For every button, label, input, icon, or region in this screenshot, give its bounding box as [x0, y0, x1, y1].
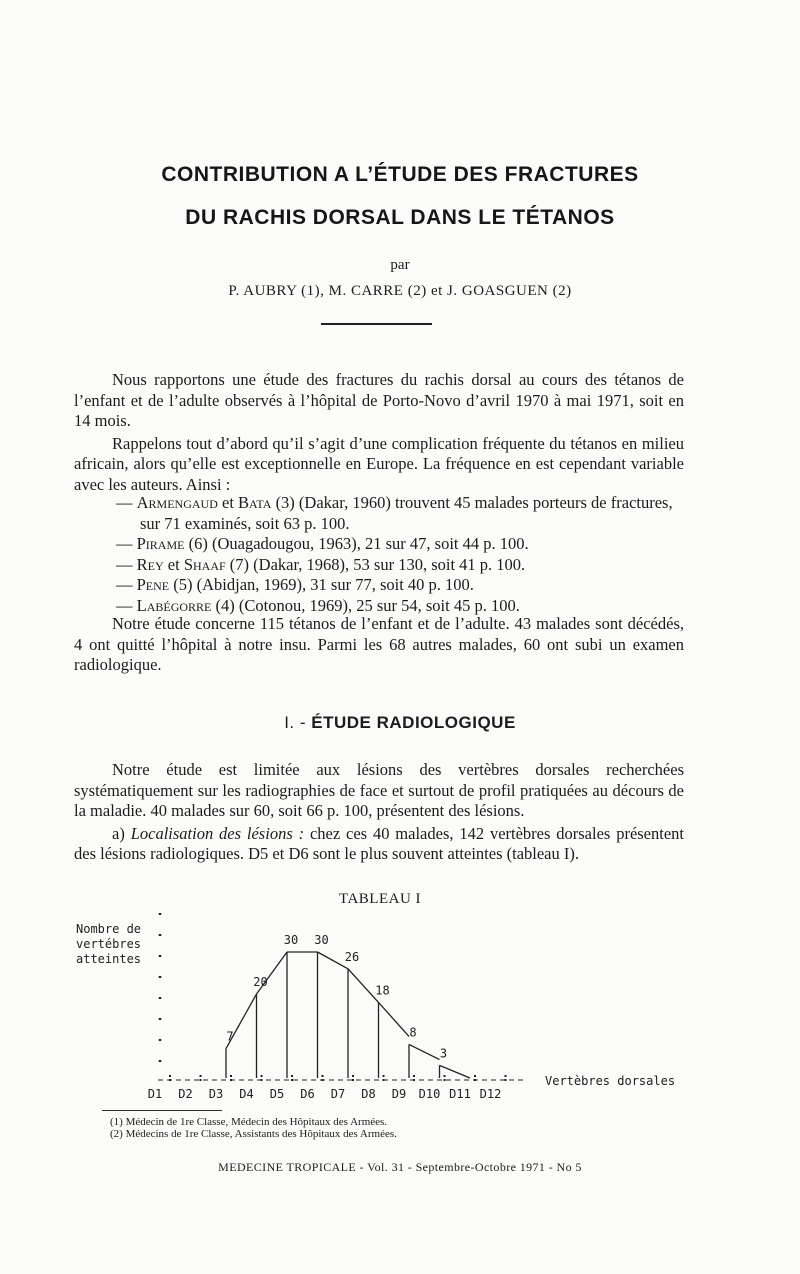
data-label: 3: [439, 1046, 448, 1061]
x-axis-label: Vertèbres dorsales: [545, 1074, 676, 1088]
data-label: 8: [409, 1025, 417, 1040]
y-axis-label-line: atteintes: [76, 952, 142, 966]
x-tick-label: D2: [178, 1087, 193, 1101]
footnote-1: (1) Médecin de 1re Classe, Médecin des Hôpitaux des Armées.: [110, 1116, 388, 1128]
x-tick-label: D7: [330, 1087, 346, 1101]
section-paragraph-2: a) Localisation des lésions : chez ces 40 malades, 142 vertèbres dorsales présentent des lésions radiologiques. D5 et D6 sont le plus souvent atteintes (tableau I).: [74, 823, 684, 863]
article-title-line-1: CONTRIBUTION A L’ÉTUDE DES FRACTURES: [161, 163, 639, 186]
y-axis-label-line: Nombre de: [76, 922, 142, 936]
x-tick-label: D10: [418, 1087, 441, 1101]
study-paragraph: Notre étude concerne 115 tétanos de l’enfant et de l’adulte. 43 malades sont décédés, 4 ont quitté l’hôpital à notre insu. Parmi les 68 autres malades, 60 ont subi un examen radiologique.: [74, 614, 684, 674]
reference-list: [116, 493, 684, 616]
table-title: TABLEAU I: [339, 891, 422, 907]
byline-par: par: [390, 257, 410, 273]
value-slope: [318, 952, 349, 969]
section-heading: [0, 713, 800, 733]
section-paragraph-1: Notre étude est limitée aux lésions des vertèbres dorsales recherchées systématiquement sur les radiographies de face et surtout de profil pratiquées au décours de la maladie. 40 malades sur 60, soit 66 p. 100, présentent des lésions.: [74, 760, 684, 820]
reference-item: — Pene (5) (Abidjan, 1969), 31 sur 77, soit 40 p. 100.: [116, 575, 474, 594]
data-label: 20: [253, 975, 268, 989]
section-number: I. -: [284, 713, 307, 732]
data-label: 30: [283, 933, 299, 947]
title-divider: [321, 323, 432, 325]
data-label: 7: [226, 1029, 234, 1044]
intro-paragraph-2: Rappelons tout d’abord qu’il s’agit d’une complication fréquente du tétanos en milieu africain, alors qu’elle est exceptionnelle en Europe. La fréquence en est cependant variable avec les auteurs. Ainsi :: [74, 433, 684, 494]
section-title: ÉTUDE RADIOLOGIQUE: [311, 713, 516, 732]
x-tick-label: D12: [479, 1087, 502, 1101]
x-tick-label: D3: [208, 1087, 224, 1101]
x-tick-label: D6: [300, 1087, 315, 1101]
footnote-divider: [102, 1110, 222, 1111]
value-slope: [348, 969, 379, 1003]
article-title-line-2: DU RACHIS DORSAL DANS LE TÉTANOS: [185, 206, 615, 229]
section-body: [74, 760, 684, 865]
x-tick-label: D4: [239, 1087, 254, 1101]
y-axis-label-line: vertébres: [76, 937, 142, 951]
journal-footer: MEDECINE TROPICALE - Vol. 31 - Septembre-Octobre 1971 - No 5: [218, 1160, 582, 1174]
reference-item: — Armengaud et Bata (3) (Dakar, 1960) trouvent 45 malades porteurs de fractures, sur 71 examinés, soit 63 p. 100.: [116, 493, 673, 533]
x-tick-label: D8: [361, 1087, 376, 1101]
study-block: [74, 614, 684, 676]
x-tick-label: D11: [449, 1087, 471, 1101]
footnote-2: (2) Médecins de 1re Classe, Assistants des Hôpitaux des Armées.: [110, 1128, 397, 1140]
reference-item: — Rey et Shaaf (7) (Dakar, 1968), 53 sur 130, soit 41 p. 100.: [116, 554, 526, 574]
x-tick-label: D9: [391, 1087, 407, 1101]
vertebrae-chart: [140, 905, 540, 1105]
data-label: 26: [344, 949, 360, 964]
reference-item: — Pirame (6) (Ouagadougou, 1963), 21 sur 47, soit 44 p. 100.: [116, 534, 529, 553]
reference-item: — Labégorre (4) (Cotonou, 1969), 25 sur 54, soit 45 p. 100.: [116, 595, 520, 615]
value-slope: [409, 1044, 440, 1059]
value-slope: [379, 1002, 410, 1036]
x-tick-label: D5: [269, 1087, 285, 1101]
intro-paragraph-1: Nous rapportons une étude des fractures du rachis dorsal au cours des tétanos de l’enfant et de l’adulte observés à l’hôpital de Porto-Novo d’avril 1970 à mai 1971, soit en 14 mois.: [74, 370, 684, 430]
data-label: 30: [314, 933, 329, 947]
x-tick-label: D1: [147, 1087, 163, 1101]
data-label: 18: [375, 983, 390, 998]
intro-block: [74, 370, 684, 495]
authors: P. AUBRY (1), M. CARRE (2) et J. GOASGUEN (2): [228, 283, 572, 299]
